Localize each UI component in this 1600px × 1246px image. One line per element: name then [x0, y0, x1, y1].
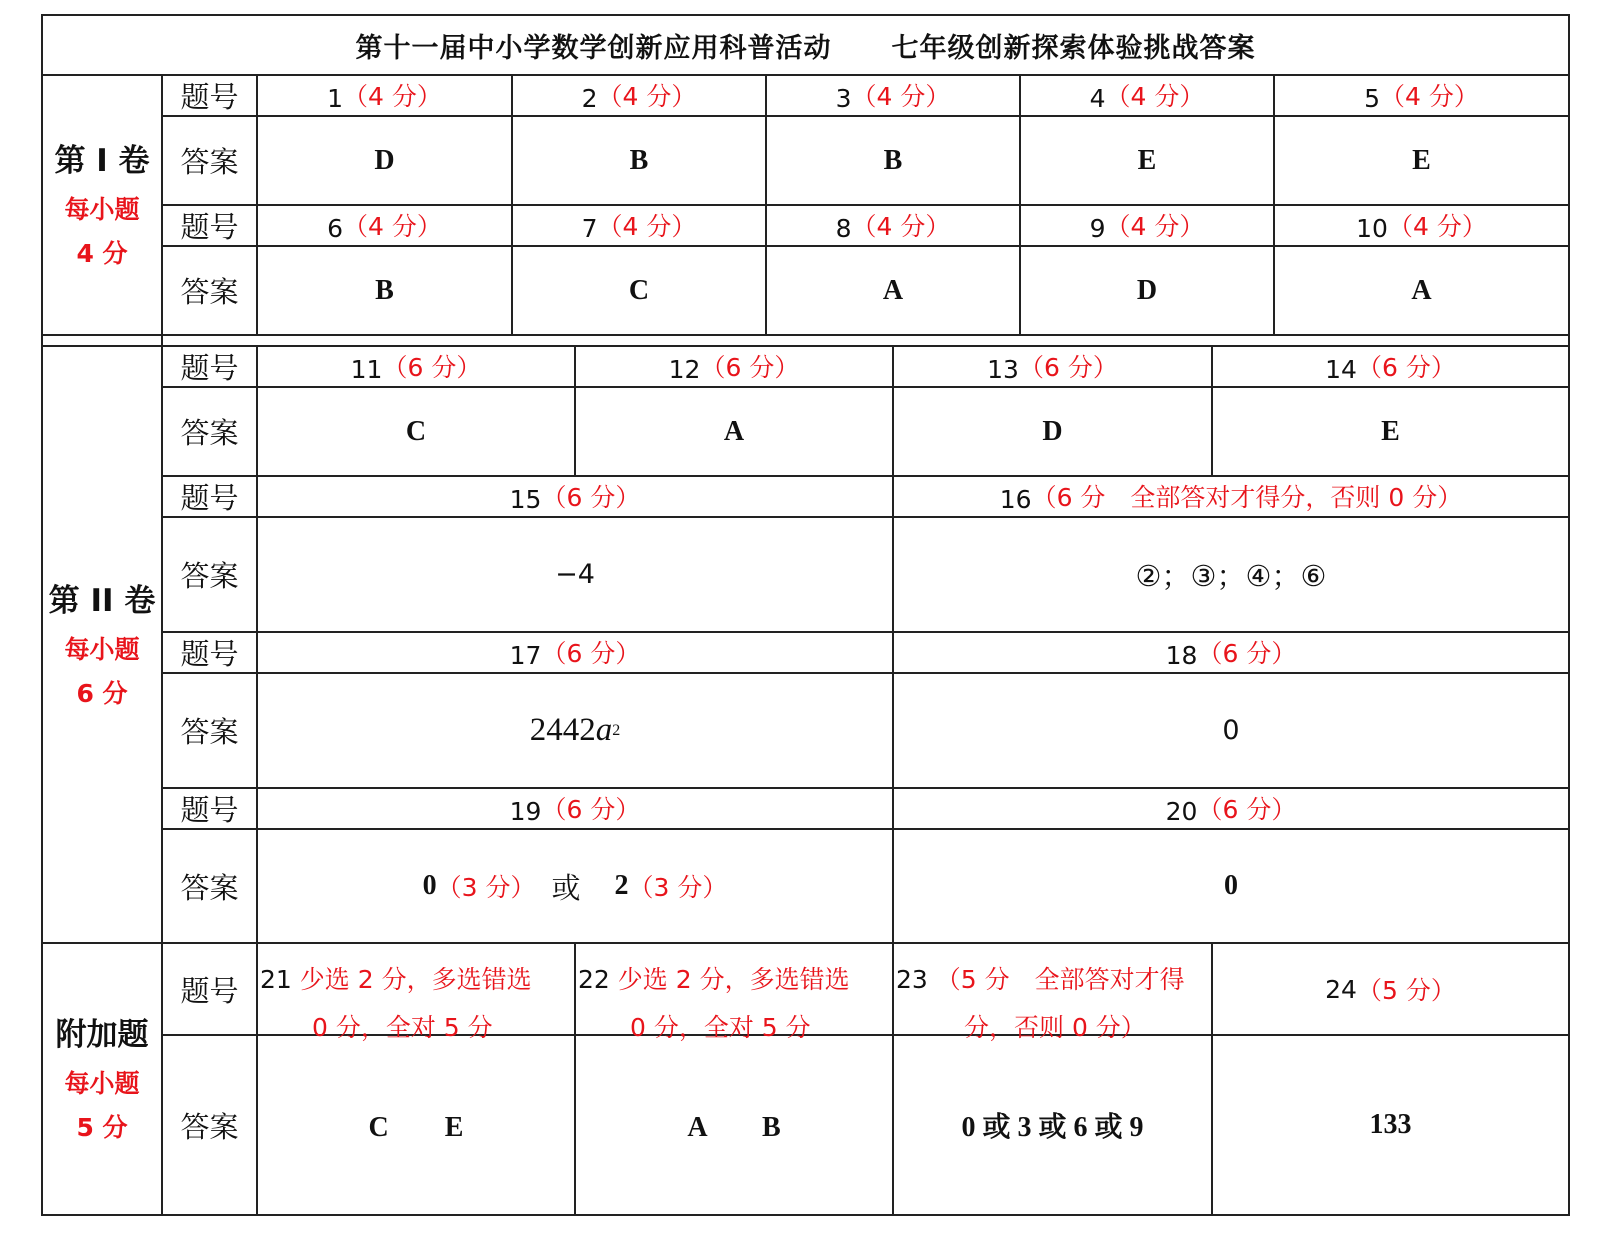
answer-label: 答案	[180, 559, 239, 593]
question-rule: 0 分，全对 5 分	[630, 1013, 811, 1042]
question-label: 题号	[180, 481, 239, 515]
question-header	[1021, 76, 1273, 115]
question-points: （4 分）	[851, 82, 951, 111]
question-points: （4 分）	[597, 212, 697, 241]
answer-cell: C	[405, 415, 427, 447]
answer-cell-19	[258, 830, 892, 942]
question-header-21	[258, 944, 574, 1042]
question-header	[258, 76, 511, 115]
question-points: （4 分）	[851, 212, 951, 241]
question-points: （4 分）	[343, 82, 442, 111]
question-rule: 少选 2 分，多选错选	[617, 965, 850, 994]
question-rule: 分，否则 0 分）	[964, 1013, 1146, 1042]
answer-cell-22: A B	[687, 1112, 781, 1143]
question-points: （6 分）	[541, 483, 641, 512]
question-header	[894, 347, 1211, 386]
answer-cell: E	[1137, 144, 1157, 176]
question-label: 题号	[180, 793, 239, 827]
answer-cell: C	[628, 274, 650, 306]
section-subtitle: 每小题	[64, 195, 140, 225]
question-header-16	[894, 477, 1568, 516]
answer-cell: A	[882, 274, 904, 306]
question-label: 题号	[180, 210, 239, 244]
answer-variable: a	[595, 712, 613, 748]
question-number: 20	[1165, 797, 1198, 826]
question-points: （6 分）	[1018, 353, 1118, 382]
question-number: 15	[509, 485, 542, 514]
question-number: 18	[1165, 641, 1198, 670]
question-points: （6 分）	[1197, 795, 1297, 824]
question-points: （5 分）	[1356, 976, 1456, 1005]
section-points: 5 分	[76, 1113, 128, 1143]
section-3-label	[43, 944, 161, 1214]
answer-label: 答案	[180, 145, 239, 179]
question-number: 2	[581, 84, 598, 113]
answer-value: 2	[614, 870, 629, 901]
question-header	[576, 347, 892, 386]
question-header	[767, 206, 1019, 245]
question-points: （6 分）	[382, 353, 482, 382]
section-2-label	[43, 347, 161, 942]
answer-cell: B	[629, 144, 649, 176]
title-right: 七年级创新探索体验挑战答案	[891, 32, 1256, 64]
question-header	[1021, 206, 1273, 245]
page-title	[41, 16, 1570, 74]
question-points: （6 分）	[1197, 639, 1297, 668]
question-header-20	[894, 789, 1568, 828]
question-header	[513, 76, 765, 115]
question-number: 10	[1356, 214, 1388, 243]
answer-cell-17	[258, 674, 892, 787]
answer-cell: A	[1411, 274, 1432, 306]
answer-label: 答案	[180, 1109, 239, 1144]
answer-sheet	[41, 14, 1570, 1216]
answer-cell-15: −4	[555, 559, 595, 590]
section-title: 第 II 卷	[48, 582, 156, 619]
answer-label: 答案	[180, 416, 239, 450]
answer-cell-24: 133	[1369, 1109, 1412, 1140]
question-header-17	[258, 633, 892, 672]
question-number: 16	[999, 485, 1032, 514]
question-number: 17	[509, 641, 542, 670]
question-points: （4 分）	[597, 82, 697, 111]
question-points: （4 分）	[1387, 212, 1487, 241]
question-points: （4 分）	[1105, 212, 1205, 241]
section-subtitle: 每小题	[64, 1069, 140, 1099]
answer-label: 答案	[180, 275, 239, 309]
question-header	[1275, 206, 1568, 245]
section-title: 第 I 卷	[54, 143, 150, 180]
question-label: 题号	[180, 637, 239, 671]
question-number: 9	[1089, 214, 1106, 243]
rule	[41, 334, 1570, 336]
question-number: 22	[578, 965, 610, 994]
question-header	[513, 206, 765, 245]
question-points: （6 分）	[1356, 353, 1456, 382]
question-header	[1275, 76, 1568, 115]
answer-cell: E	[1381, 415, 1400, 447]
question-number: 13	[987, 355, 1019, 384]
question-number: 24	[1325, 974, 1357, 1004]
answer-cell: E	[1412, 144, 1431, 176]
question-number: 23	[896, 965, 928, 994]
question-label: 题号	[180, 351, 239, 385]
question-number: 5	[1364, 84, 1381, 113]
question-label: 题号	[180, 973, 239, 1008]
section-title: 附加题	[55, 1017, 149, 1054]
question-points: （6 分）	[700, 353, 800, 382]
answer-cell-18: 0	[1222, 715, 1240, 746]
border-bottom	[41, 1214, 1570, 1216]
answer-cell-23: 0 或 3 或 6 或 9	[961, 1112, 1144, 1143]
question-number: 14	[1325, 355, 1357, 384]
question-header-23	[894, 944, 1211, 1042]
answer-label: 答案	[180, 870, 239, 905]
question-header-18	[894, 633, 1568, 672]
question-number: 7	[581, 214, 598, 243]
answer-value: 0	[422, 870, 437, 901]
question-points: （6 分）	[541, 639, 641, 668]
answer-cell-21: C E	[368, 1112, 464, 1143]
answer-exponent: 2	[612, 721, 621, 739]
question-header	[258, 206, 511, 245]
question-rule: 少选 2 分，多选错选	[299, 965, 532, 994]
section-points: 6 分	[76, 678, 128, 708]
answer-points: （3 分）	[628, 873, 728, 902]
answer-cell: A	[723, 415, 745, 447]
question-number: 19	[509, 797, 542, 826]
question-header-22	[576, 944, 892, 1042]
answer-coefficient: 2442	[529, 712, 596, 748]
question-number: 8	[835, 214, 852, 243]
section-subtitle: 每小题	[64, 634, 140, 664]
title-left: 第十一届中小学数学创新应用科普活动	[355, 32, 832, 64]
answer-or: 或	[551, 870, 581, 905]
answer-points: （3 分）	[436, 873, 536, 902]
question-number: 4	[1089, 84, 1106, 113]
question-header	[258, 347, 574, 386]
question-header-24	[1213, 944, 1568, 1034]
question-header	[1213, 347, 1568, 386]
question-points: （6 分 全部答对才得分，否则 0 分）	[1031, 483, 1463, 512]
question-rule: （5 分 全部答对才得	[935, 965, 1185, 994]
answer-label: 答案	[180, 715, 239, 749]
question-points: （6 分）	[541, 795, 641, 824]
question-header-15	[258, 477, 892, 516]
question-label: 题号	[180, 80, 239, 114]
question-number: 6	[327, 214, 344, 243]
section-points: 4 分	[76, 239, 128, 269]
question-points: （4 分）	[1105, 82, 1205, 111]
question-number: 3	[835, 84, 852, 113]
question-header	[767, 76, 1019, 115]
answer-cell: B	[375, 274, 394, 306]
question-header-19	[258, 789, 892, 828]
question-points: （4 分）	[1380, 82, 1479, 111]
question-number: 1	[327, 84, 344, 113]
question-number: 21	[260, 965, 292, 994]
answer-cell: B	[883, 144, 903, 176]
question-rule: 0 分，全对 5 分	[312, 1013, 493, 1042]
section-1-label	[43, 76, 161, 334]
answer-cell-16: ②；③；④；⑥	[1135, 559, 1327, 593]
answer-cell: D	[1042, 415, 1063, 447]
answer-cell: D	[1136, 274, 1158, 306]
question-number: 11	[350, 355, 383, 384]
question-points: （4 分）	[343, 212, 442, 241]
answer-cell-20: 0	[1224, 870, 1238, 901]
answer-cell: D	[374, 144, 395, 176]
question-number: 12	[668, 355, 701, 384]
